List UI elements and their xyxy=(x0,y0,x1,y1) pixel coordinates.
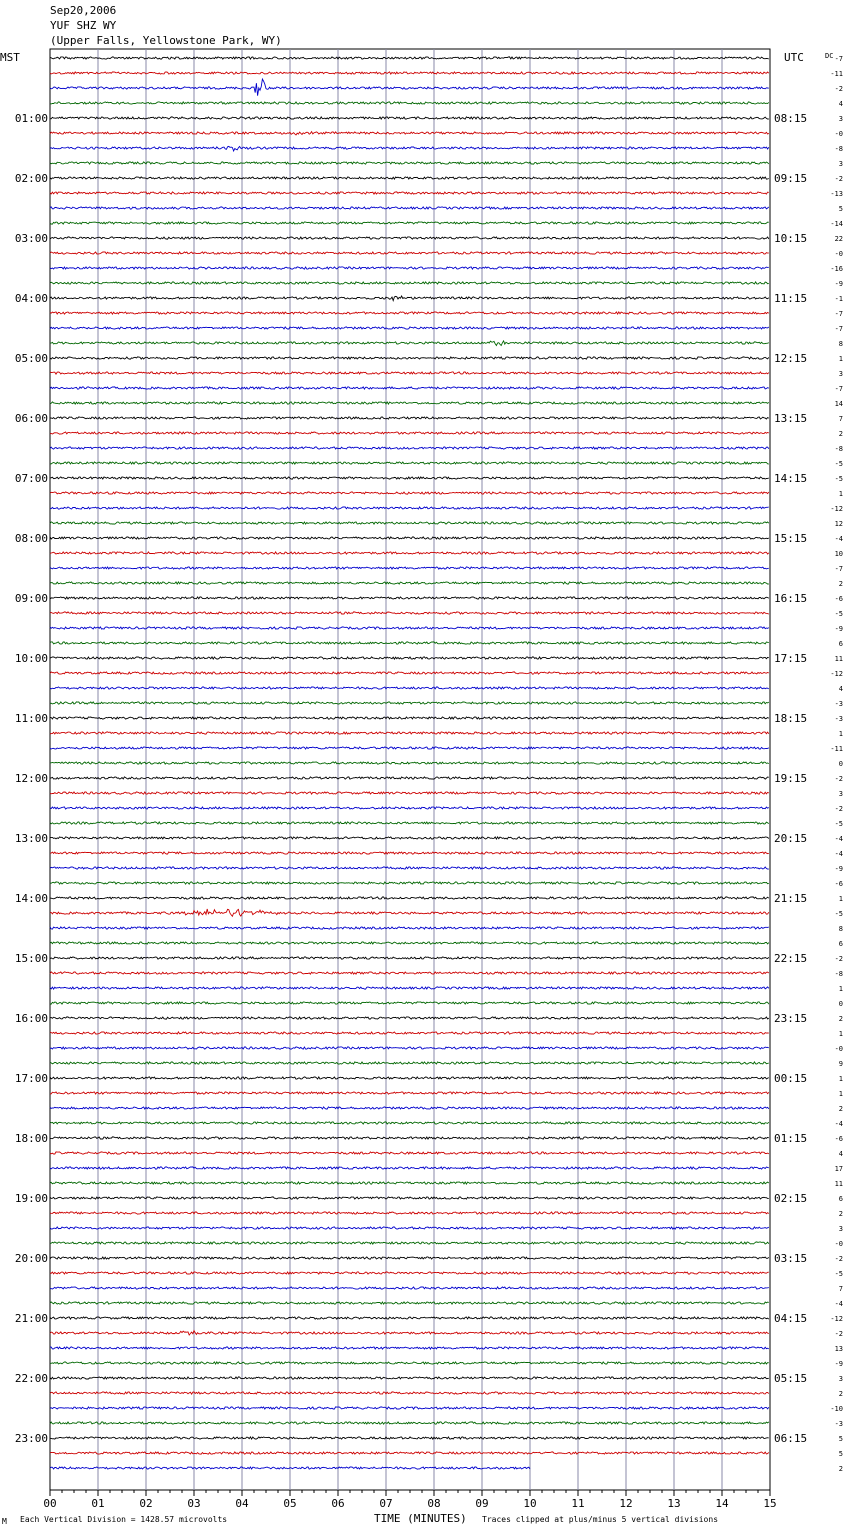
dc-offset-label: -2 xyxy=(834,805,843,813)
hour-label-utc: 04:15 xyxy=(774,1312,808,1325)
trace-line xyxy=(50,972,769,974)
dc-offset-label: 10 xyxy=(834,550,843,558)
hour-label-mst: 05:00 xyxy=(14,352,48,365)
trace-line xyxy=(50,162,769,164)
hour-label-mst: 03:00 xyxy=(14,232,48,245)
dc-offset-label: 1 xyxy=(838,1075,843,1083)
hour-label-mst: 23:00 xyxy=(14,1432,48,1445)
dc-offset-label: 3 xyxy=(838,370,843,378)
trace-line xyxy=(50,597,769,599)
trace-line xyxy=(50,1167,769,1169)
trace-line xyxy=(50,1227,769,1229)
dc-offset-label: 0 xyxy=(838,1000,843,1008)
dc-offset-label: -0 xyxy=(834,130,843,138)
station-location: (Upper Falls, Yellowstone Park, WY) xyxy=(50,34,282,47)
dc-offset-label: -2 xyxy=(834,1330,843,1338)
trace-line xyxy=(50,177,769,179)
dc-offset-label: 2 xyxy=(838,430,843,438)
dc-offset-label: 3 xyxy=(838,160,843,168)
dc-offset-label: 11 xyxy=(834,655,843,663)
trace-line xyxy=(50,642,769,644)
trace-line xyxy=(50,432,769,434)
dc-offset-label: -3 xyxy=(834,1420,843,1428)
dc-offset-label: -5 xyxy=(834,820,843,828)
dc-offset-label: -5 xyxy=(834,610,843,618)
trace-line xyxy=(50,1331,769,1335)
trace-line xyxy=(50,717,769,719)
trace-line xyxy=(50,987,769,989)
hour-label-mst: 10:00 xyxy=(14,652,48,665)
hour-label-utc: 18:15 xyxy=(774,712,808,725)
dc-offset-label: 4 xyxy=(838,1150,843,1158)
dc-offset-label: -7 xyxy=(834,565,843,573)
hour-label-utc: 09:15 xyxy=(774,172,808,185)
trace-line xyxy=(50,927,769,929)
dc-offset-label: 6 xyxy=(838,940,843,948)
hour-label-mst: 09:00 xyxy=(14,592,48,605)
hour-label-mst: 06:00 xyxy=(14,412,48,425)
trace-line xyxy=(50,1137,769,1139)
dc-offset-label: -14 xyxy=(830,220,843,228)
hour-label-utc: 00:15 xyxy=(774,1072,808,1085)
dc-offset-label: -3 xyxy=(834,700,843,708)
dc-offset-label: -4 xyxy=(834,850,843,858)
trace-line xyxy=(50,1122,769,1124)
dc-offset-label: -9 xyxy=(834,1360,843,1368)
trace-line xyxy=(50,522,769,524)
trace-line xyxy=(50,102,769,104)
dc-offset-label: -2 xyxy=(834,85,843,93)
trace-line xyxy=(50,372,769,374)
x-tick-label: 07 xyxy=(379,1497,393,1510)
dc-offset-label: 1 xyxy=(838,1090,843,1098)
hour-label-mst: 02:00 xyxy=(14,172,48,185)
dc-offset-label: -0 xyxy=(834,250,843,258)
trace-line xyxy=(50,732,769,734)
trace-line xyxy=(50,1392,769,1394)
dc-offset-label: 1 xyxy=(838,985,843,993)
trace-line xyxy=(50,777,769,779)
trace-line xyxy=(50,1242,769,1244)
trace-line xyxy=(50,657,769,659)
trace-line xyxy=(50,146,769,151)
dc-offset-label: 3 xyxy=(838,1225,843,1233)
x-tick-label: 15 xyxy=(763,1497,777,1510)
dc-offset-label: -5 xyxy=(834,475,843,483)
trace-line xyxy=(50,507,769,509)
dc-offset-label: 13 xyxy=(834,1345,843,1353)
dc-offset-label: -9 xyxy=(834,865,843,873)
trace-line xyxy=(50,747,769,749)
hour-label-mst: 14:00 xyxy=(14,892,48,905)
hour-label-mst: 08:00 xyxy=(14,532,48,545)
trace-line xyxy=(50,1287,769,1289)
hour-label-mst: 04:00 xyxy=(14,292,48,305)
x-tick-label: 10 xyxy=(523,1497,537,1510)
trace-line xyxy=(50,1302,769,1304)
dc-offset-label: -12 xyxy=(830,670,843,678)
trace-line xyxy=(50,1107,769,1109)
trace-line xyxy=(50,1422,769,1424)
dc-offset-label: -3 xyxy=(834,715,843,723)
hour-label-utc: 21:15 xyxy=(774,892,808,905)
hour-label-mst: 12:00 xyxy=(14,772,48,785)
dc-offset-label: -4 xyxy=(834,1120,843,1128)
hour-label-utc: 22:15 xyxy=(774,952,808,965)
trace-line xyxy=(50,312,769,314)
trace-line xyxy=(50,882,769,884)
trace-line xyxy=(50,387,769,389)
trace-line xyxy=(50,1002,769,1004)
hour-label-utc: 12:15 xyxy=(774,352,808,365)
trace-line xyxy=(50,192,769,194)
trace-line xyxy=(50,867,769,869)
hour-label-utc: 01:15 xyxy=(774,1132,808,1145)
hour-label-mst: 13:00 xyxy=(14,832,48,845)
trace-line xyxy=(50,552,769,554)
trace-line xyxy=(50,1317,769,1319)
x-axis-title: TIME (MINUTES) xyxy=(374,1512,467,1525)
trace-line xyxy=(50,1407,769,1409)
hour-label-utc: 16:15 xyxy=(774,592,808,605)
dc-offset-label: -2 xyxy=(834,775,843,783)
trace-line xyxy=(50,1077,769,1079)
hour-label-utc: 05:15 xyxy=(774,1372,808,1385)
trace-line xyxy=(50,1092,769,1094)
x-tick-label: 03 xyxy=(187,1497,201,1510)
dc-offset-label: 2 xyxy=(838,1210,843,1218)
dc-offset-label: -2 xyxy=(834,955,843,963)
trace-line xyxy=(50,582,769,584)
dc-offset-label: 2 xyxy=(838,1465,843,1473)
hour-label-mst: 16:00 xyxy=(14,1012,48,1025)
trace-line xyxy=(50,357,769,359)
trace-line xyxy=(50,57,769,59)
dc-offset-label: -10 xyxy=(830,1405,843,1413)
dc-offset-label: 12 xyxy=(834,520,843,528)
x-tick-label: 09 xyxy=(475,1497,489,1510)
dc-offset-label: -11 xyxy=(830,70,843,78)
dc-header: DC xyxy=(825,52,834,60)
dc-offset-label: -4 xyxy=(834,1300,843,1308)
dc-offset-label: 7 xyxy=(838,415,843,423)
dc-offset-label: 11 xyxy=(834,1180,843,1188)
trace-line xyxy=(50,117,769,119)
dc-offset-label: 1 xyxy=(838,1030,843,1038)
hour-label-utc: 23:15 xyxy=(774,1012,808,1025)
dc-offset-label: 9 xyxy=(838,1060,843,1068)
dc-offset-label: -7 xyxy=(834,310,843,318)
trace-line xyxy=(50,1047,769,1049)
hour-label-mst: 18:00 xyxy=(14,1132,48,1145)
trace-line xyxy=(50,267,769,269)
dc-offset-label: -8 xyxy=(834,445,843,453)
trace-line xyxy=(50,792,769,794)
dc-offset-label: 3 xyxy=(838,1375,843,1383)
hour-label-utc: 15:15 xyxy=(774,532,808,545)
trace-line xyxy=(50,1257,769,1259)
x-tick-label: 08 xyxy=(427,1497,441,1510)
trace-line xyxy=(50,327,769,329)
trace-line xyxy=(50,1182,769,1184)
trace-line xyxy=(50,1197,769,1199)
hour-label-mst: 01:00 xyxy=(14,112,48,125)
trace-line xyxy=(50,762,769,764)
hour-label-mst: 20:00 xyxy=(14,1252,48,1265)
dc-offset-label: -7 xyxy=(834,385,843,393)
trace-line xyxy=(50,341,769,346)
trace-line xyxy=(50,79,769,96)
dc-offset-label: -5 xyxy=(834,1270,843,1278)
x-tick-label: 06 xyxy=(331,1497,345,1510)
trace-line xyxy=(50,1032,769,1034)
trace-line xyxy=(50,612,769,614)
hour-label-utc: 17:15 xyxy=(774,652,808,665)
trace-line xyxy=(50,222,769,224)
scale-note: Each Vertical Division = 1428.57 microvolts xyxy=(20,1515,228,1524)
dc-offset-label: -12 xyxy=(830,1315,843,1323)
hour-label-mst: 17:00 xyxy=(14,1072,48,1085)
trace-line xyxy=(50,132,769,135)
trace-line xyxy=(50,909,769,916)
trace-line xyxy=(50,687,769,689)
dc-offset-label: 6 xyxy=(838,640,843,648)
dc-offset-label: -2 xyxy=(834,175,843,183)
trace-line xyxy=(50,957,769,959)
corner-mark: M xyxy=(2,1517,7,1526)
trace-line xyxy=(50,207,769,209)
trace-line xyxy=(50,402,769,404)
trace-line xyxy=(50,492,769,494)
dc-offset-label: -0 xyxy=(834,1045,843,1053)
trace-line xyxy=(50,1272,769,1274)
trace-line xyxy=(50,1437,769,1439)
trace-line xyxy=(50,852,769,854)
dc-offset-label: 7 xyxy=(838,1285,843,1293)
dc-offset-label: 2 xyxy=(838,1015,843,1023)
trace-line xyxy=(50,627,769,629)
hour-label-utc: 20:15 xyxy=(774,832,808,845)
hour-label-utc: 08:15 xyxy=(774,112,808,125)
hour-label-utc: 19:15 xyxy=(774,772,808,785)
dc-offset-label: 8 xyxy=(838,340,843,348)
trace-line xyxy=(50,672,769,674)
hour-label-mst: 15:00 xyxy=(14,952,48,965)
dc-offset-label: 2 xyxy=(838,580,843,588)
dc-offset-label: 2 xyxy=(838,1390,843,1398)
dc-offset-label: -6 xyxy=(834,595,843,603)
dc-offset-label: 5 xyxy=(838,1435,843,1443)
trace-line xyxy=(50,807,769,809)
dc-offset-label: -9 xyxy=(834,625,843,633)
hour-label-mst: 19:00 xyxy=(14,1192,48,1205)
dc-offset-label: -7 xyxy=(834,55,843,63)
trace-line xyxy=(50,72,769,74)
station-code: YUF SHZ WY xyxy=(50,19,117,32)
dc-offset-label: 3 xyxy=(838,115,843,123)
dc-offset-label: 1 xyxy=(838,895,843,903)
hour-label-mst: 22:00 xyxy=(14,1372,48,1385)
x-tick-label: 05 xyxy=(283,1497,297,1510)
dc-offset-label: 17 xyxy=(834,1165,843,1173)
dc-offset-label: -2 xyxy=(834,1255,843,1263)
hour-label-utc: 02:15 xyxy=(774,1192,808,1205)
dc-offset-label: 5 xyxy=(838,205,843,213)
trace-line xyxy=(50,942,769,944)
dc-offset-label: -0 xyxy=(834,1240,843,1248)
x-tick-label: 12 xyxy=(619,1497,633,1510)
trace-line xyxy=(50,1347,769,1349)
utc-label: UTC xyxy=(784,51,804,64)
x-tick-label: 13 xyxy=(667,1497,681,1510)
hour-label-mst: 11:00 xyxy=(14,712,48,725)
hour-label-utc: 03:15 xyxy=(774,1252,808,1265)
dc-offset-label: -8 xyxy=(834,970,843,978)
dc-offset-label: -1 xyxy=(834,295,843,303)
dc-offset-label: 8 xyxy=(838,925,843,933)
x-tick-label: 11 xyxy=(571,1497,585,1510)
trace-line xyxy=(50,537,769,539)
trace-line xyxy=(50,296,769,301)
dc-offset-label: 4 xyxy=(838,685,843,693)
dc-offset-label: -7 xyxy=(834,325,843,333)
dc-offset-label: -5 xyxy=(834,460,843,468)
dc-offset-label: 0 xyxy=(838,760,843,768)
clip-note: Traces clipped at plus/minus 5 vertical divisions xyxy=(482,1515,719,1524)
dc-offset-label: 5 xyxy=(838,1450,843,1458)
trace-line xyxy=(50,702,769,704)
dc-offset-label: -6 xyxy=(834,1135,843,1143)
trace-line xyxy=(50,1152,769,1154)
trace-line xyxy=(50,837,769,839)
dc-offset-label: 14 xyxy=(834,400,843,408)
hour-label-utc: 06:15 xyxy=(774,1432,808,1445)
trace-line xyxy=(50,822,769,824)
trace-line xyxy=(50,252,769,254)
trace-line xyxy=(50,282,769,284)
plot-frame xyxy=(50,49,770,1490)
trace-line xyxy=(50,1452,769,1454)
mst-label: MST xyxy=(0,51,20,64)
x-tick-label: 02 xyxy=(139,1497,153,1510)
trace-line xyxy=(50,477,769,479)
x-tick-label: 00 xyxy=(43,1497,57,1510)
dc-offset-label: -9 xyxy=(834,280,843,288)
trace-line xyxy=(50,1212,769,1214)
x-tick-label: 04 xyxy=(235,1497,249,1510)
trace-line xyxy=(50,1377,769,1379)
dc-offset-label: 4 xyxy=(838,100,843,108)
trace-line xyxy=(50,417,769,419)
dc-offset-label: 6 xyxy=(838,1195,843,1203)
trace-line xyxy=(50,567,769,569)
x-tick-label: 01 xyxy=(91,1497,105,1510)
dc-offset-label: -13 xyxy=(830,190,843,198)
dc-offset-label: 2 xyxy=(838,1105,843,1113)
dc-offset-label: -16 xyxy=(830,265,843,273)
trace-line xyxy=(50,447,769,449)
dc-offset-label: 1 xyxy=(838,355,843,363)
hour-label-utc: 10:15 xyxy=(774,232,808,245)
dc-offset-label: -4 xyxy=(834,535,843,543)
trace-line xyxy=(50,462,769,464)
dc-offset-label: 1 xyxy=(838,730,843,738)
dc-offset-label: -6 xyxy=(834,880,843,888)
dc-offset-label: 1 xyxy=(838,490,843,498)
hour-label-mst: 21:00 xyxy=(14,1312,48,1325)
trace-line xyxy=(50,237,769,239)
dc-offset-label: 22 xyxy=(834,235,843,243)
dc-offset-label: -12 xyxy=(830,505,843,513)
plot-date: Sep20,2006 xyxy=(50,4,117,17)
trace-line xyxy=(50,1362,769,1364)
dc-offset-label: -5 xyxy=(834,910,843,918)
hour-label-utc: 13:15 xyxy=(774,412,808,425)
x-tick-label: 14 xyxy=(715,1497,729,1510)
trace-line xyxy=(50,1062,769,1064)
dc-offset-label: 3 xyxy=(838,790,843,798)
hour-label-mst: 07:00 xyxy=(14,472,48,485)
hour-label-utc: 11:15 xyxy=(774,292,808,305)
dc-offset-label: -4 xyxy=(834,835,843,843)
dc-offset-label: -11 xyxy=(830,745,843,753)
trace-line xyxy=(50,897,769,899)
trace-line xyxy=(50,1017,769,1019)
dc-offset-label: -8 xyxy=(834,145,843,153)
hour-label-utc: 14:15 xyxy=(774,472,808,485)
